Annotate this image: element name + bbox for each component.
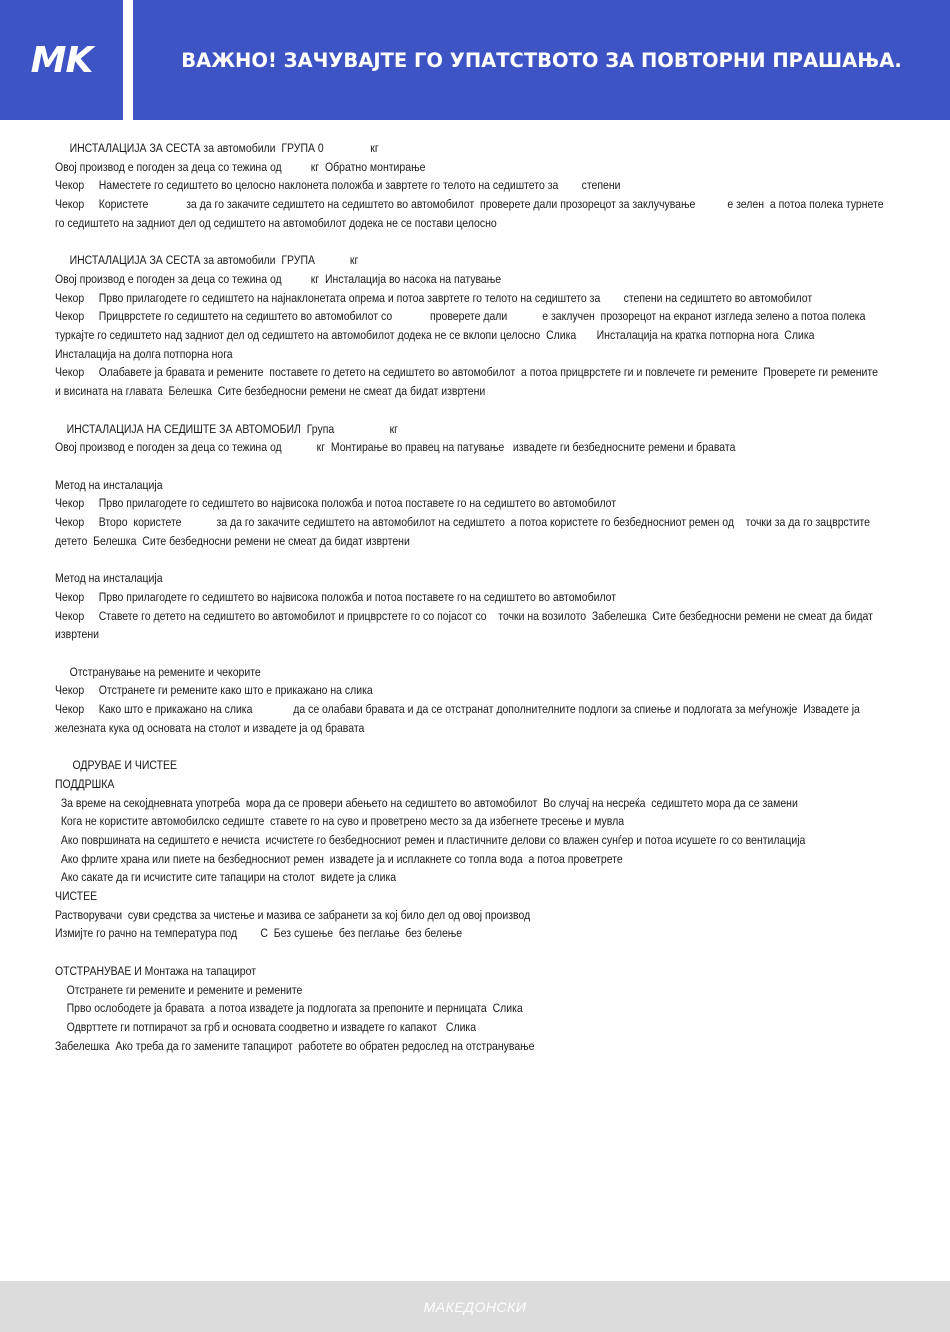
text-line: Чекор Ставете го детето на седиштето во автомобилот и прицврстете го со појасот со точки на возилото Забелешка Сите безбедносни ремени не смеат да бидат извртени	[55, 608, 876, 642]
text-line: Чекор Олабавете ја бравата и ремените поставете го детето на седиштето во автомобилот а потоа прицврстете ги и повлечете ги ремените Проверете ги ремените и висината на главата Белешка Сите безбедносни ремени не смеат да бидат извртени	[55, 365, 881, 399]
text-line: Растворувачи суви средства за чистење и мазива се забранети за кој било дел од овој производ	[55, 907, 531, 922]
text-line: Отстранување на ремените и чекорите	[55, 664, 261, 679]
text-line: Чекор Прво прилагодете го седиштето на најнаклонетата опрема и потоа завртете го телото на седиштето за степени на седиштето во автомобилот	[55, 290, 813, 305]
text-line: Овој производ е погоден за деца со тежина од кг Монтирање во правец на патување извадете ги безбедносните ремени и бравата	[55, 440, 736, 455]
text-line: Ако фрлите храна или пиете на безбедносниот ремен извадете ја и исплакнете со топла вода а потоа проветрете	[55, 851, 623, 866]
text-line: Овој производ е погоден за деца со тежина од кг Обратно монтирање	[55, 159, 426, 174]
blank-line	[55, 644, 887, 663]
text-line: Чекор Како што е прикажано на слика да се олабави бравата и да се отстранат дополнителните подлоги за спиење и подлогата за меѓуножје Извадете ја железната кука од основата на столот и извадете ја од бравата	[55, 702, 863, 735]
blank-line	[55, 550, 887, 569]
text-line: Чекор Отстранете ги ремените како што е прикажано на слика	[55, 683, 373, 698]
language-code: MK	[30, 39, 93, 81]
language-code-badge	[0, 0, 123, 120]
text-line: Чекор Наместете го седиштето во целосно наклонета положба и завртете го телото на седиштето за степени	[55, 178, 621, 193]
text-line: Чекор Прво прилагодете го седиштето во највисока положба и потоа поставете го на седиштето во автомобилот	[55, 496, 617, 511]
text-line: Чекор Користете за да го закачите седиштето на седиштето во автомобилот проверете дали прозорецот за заклучување е зелен а потоа полека турнете го седиштето на задниот дел од седиштето на автомобилот додека не се постави целосно	[55, 197, 887, 230]
text-line: ЧИСТЕЕ	[55, 889, 98, 904]
text-line: Чекор Прво прилагодете го седиштето во највисока положба и потоа поставете го на седиштето во автомобилот	[55, 589, 617, 604]
text-line: Измијте го рачно на температура под С Без сушење без пеглање без белење	[55, 926, 463, 941]
blank-line	[55, 737, 887, 756]
text-line: Прво ослободете ја бравата а потоа извадете ја подлогата за препоните и перницата Слика	[55, 1001, 523, 1016]
text-line: Ако сакате да ги исчистите сите тапацири на столот видете ја слика	[55, 870, 397, 885]
text-line: Чекор Второ користете за да го закачите седиштето на автомобилот на седиштето а потоа користете го безбедносниот ремен од точки за да го зацврстите детето Белешка Сите безбедносни ремени не смеат да бидат извртени	[55, 515, 873, 548]
footer-bar	[0, 1281, 950, 1332]
text-line: Овој производ е погоден за деца со тежина од кг Инсталација во насока на патување	[55, 271, 502, 286]
instructions-body	[55, 139, 887, 1055]
header-title: ВАЖНО! ЗАЧУВАЈТЕ ГО УПАТСТВОТО ЗА ПОВТОРНИ ПРАШАЊА.	[181, 48, 902, 72]
text-line: ИНСТАЛАЦИЈА ЗА СЕСТА за автомобили ГРУПА кг	[55, 253, 359, 268]
header-banner	[133, 0, 950, 120]
text-line: Одврттете ги потпирачот за грб и основата соодветно и извадете го капакот Слика	[55, 1019, 477, 1034]
text-line: Кога не користите автомобилско седиште ставете го на суво и проветрено место за да избегнете тресење и мувла	[55, 814, 625, 829]
text-line: ИНСТАЛАЦИЈА ЗА СЕСТА за автомобили ГРУПА 0 кг	[55, 141, 379, 155]
text-line: Ако површината на седиштето е нечиста исчистете го безбедносниот ремен и пластичните делови со влажен сунѓер и потоа исушете го со вентилација	[55, 832, 806, 847]
footer-language: МАКЕДОНСКИ	[423, 1298, 527, 1315]
text-line: Чекор Прицврстете го седиштето на седиштето во автомобилот со проверете дали е заклучен прозорецот на екранот изгледа зелено а потоа полека туркајте го седиштето над задниот дел од седиштето на автомобилот додека не се вклопи целосно Слика Инсталација на кратка потпорна нога Слика Инсталација на долга потпорна нога	[55, 309, 869, 361]
text-line: Отстранете ги ремените и ремените и ремените	[55, 982, 303, 997]
blank-line	[55, 457, 887, 476]
text-line: Метод на инсталација	[55, 571, 163, 586]
blank-line	[55, 943, 887, 962]
text-line: Забелешка Ако треба да го замените тапацирот работете во обратен редослед на отстранување	[55, 1038, 535, 1053]
text-line: За време на секојдневната употреба мора да се провери абењето на седиштето во автомобилот Во случај на несреќа седиштето мора да се замени	[55, 795, 798, 810]
blank-line	[55, 401, 887, 420]
text-line: ОДРУВАЕ И ЧИСТЕЕ	[55, 758, 178, 773]
text-line: Метод на инсталација	[55, 477, 163, 492]
text-line: ПОДДРШКА	[55, 776, 115, 791]
text-line: ОТСТРАНУВАЕ И Монтажа на тапацирот	[55, 963, 257, 978]
blank-line	[55, 233, 887, 252]
text-line: ИНСТАЛАЦИЈА НА СЕДИШТЕ ЗА АВТОМОБИЛ Група кг	[55, 421, 399, 436]
